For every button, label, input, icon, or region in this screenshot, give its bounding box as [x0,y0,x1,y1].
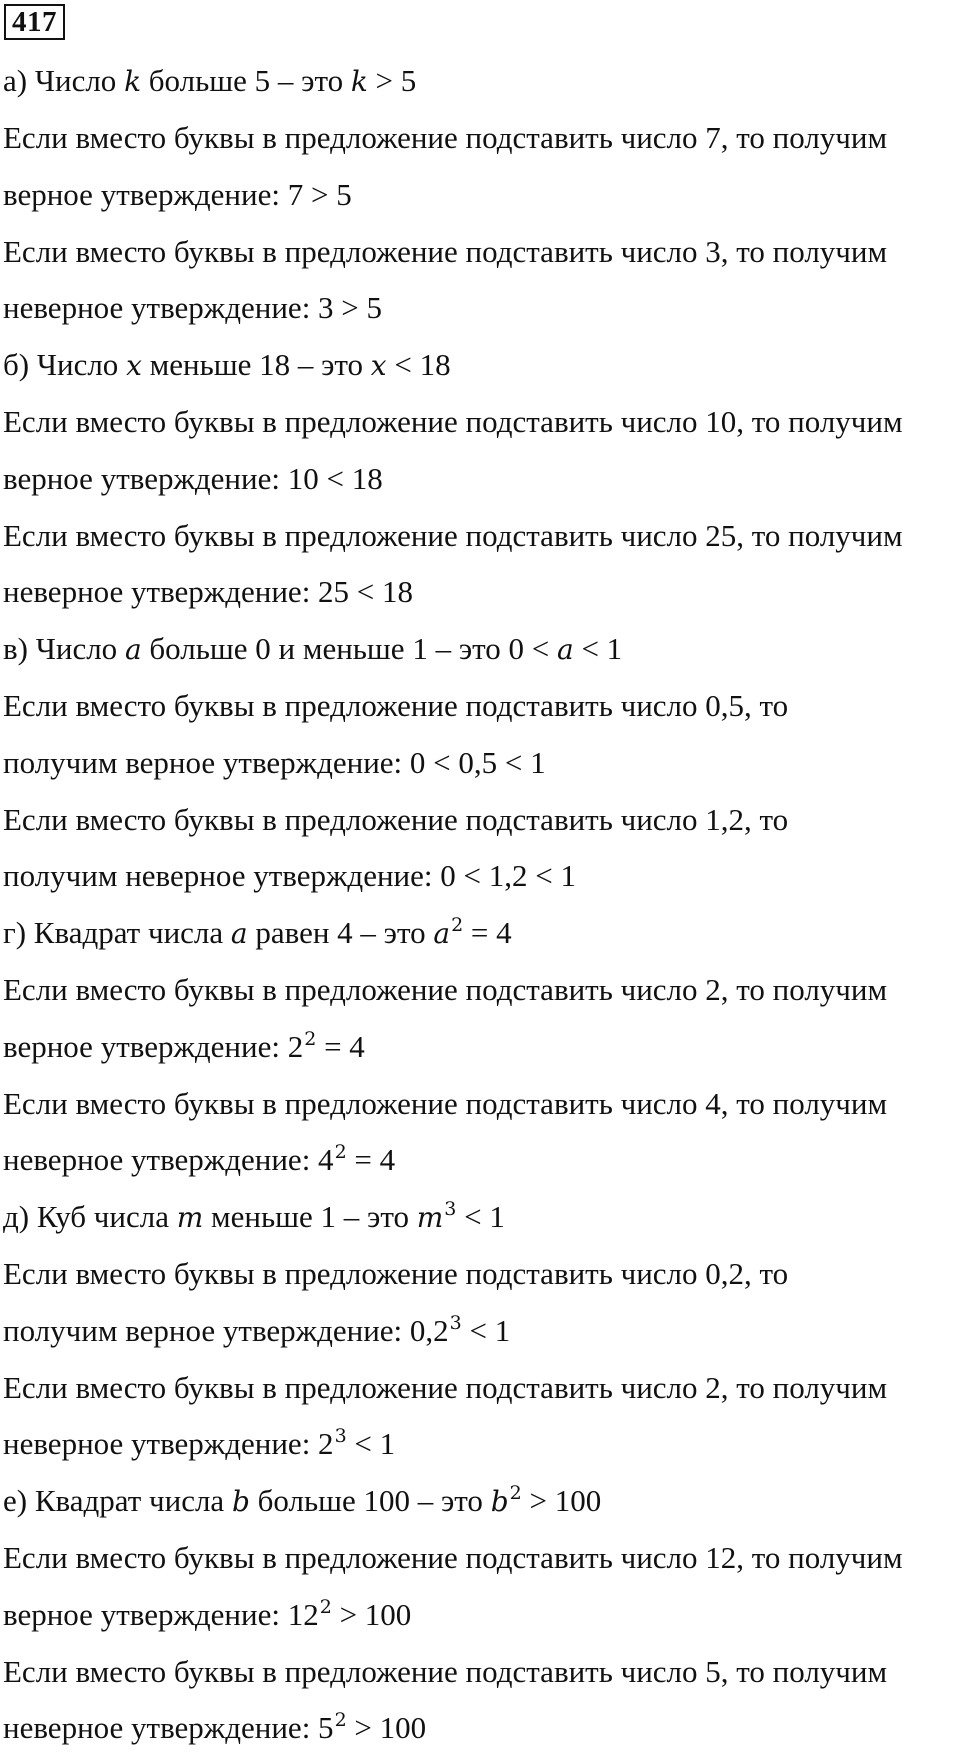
math-variable: a [557,633,574,666]
text-segment: равен 4 – это [247,915,434,950]
text-segment: неверное утверждение: 3 > 5 [3,290,383,325]
text-segment: неверное утверждение: 25 < 18 [3,574,414,609]
text-line [3,223,955,280]
text-line [3,52,955,109]
text-segment: < 1 [573,631,623,666]
text-line [3,1018,955,1075]
text-segment: > 100 [331,1597,412,1632]
text-segment: > 100 [346,1710,427,1745]
text-line [3,1643,955,1700]
text-line [3,1416,955,1472]
text-segment: е) Квадрат числа [3,1483,232,1518]
text-line [3,280,955,336]
text-line [3,166,955,223]
text-segment: < 1 [346,1426,396,1461]
text-segment: неверное утверждение: 5 [3,1710,334,1745]
text-segment: Если вместо буквы в предложение подставить число 1,2, то [3,802,789,837]
text-segment: Если вместо буквы в предложение подставить число 2, то получим [3,1370,888,1405]
text-segment: г) Квадрат числа [3,915,231,950]
text-line [3,1586,955,1643]
text-segment: верное утверждение: 10 < 18 [3,461,383,496]
text-segment: больше 100 – это [249,1483,491,1518]
math-variable: a [433,917,451,950]
text-segment: верное утверждение: 7 > 5 [3,177,352,212]
text-segment: меньше 1 – это [203,1199,417,1234]
text-line [3,1359,955,1416]
text-segment: Если вместо буквы в предложение подставить число 0,2, то [3,1256,789,1291]
text-line [3,961,955,1018]
text-segment: получим неверное утверждение: 0 < 1,2 < 1 [3,858,576,893]
text-segment: получим верное утверждение: 0,2 [3,1313,449,1348]
text-segment: верное утверждение: 2 [3,1029,304,1064]
text-line [3,734,955,791]
text-line [3,393,955,450]
text-segment: Если вместо буквы в предложение подставить число 0,5, то [3,688,789,723]
text-segment: < 1 [456,1199,505,1234]
text-line [3,1529,955,1586]
text-segment: Если вместо буквы в предложение подставить число 10, то получим [3,404,903,439]
text-line [3,791,955,848]
problem-number: 417 [4,4,65,40]
math-variable: k [350,65,368,98]
text-segment: неверное утверждение: 2 [3,1426,334,1461]
text-line [3,450,955,507]
math-variable: k [124,65,142,98]
text-segment: б) Число [3,347,127,382]
math-exponent: 3 [444,1198,457,1220]
math-exponent: 3 [449,1312,462,1334]
math-variable: a [124,633,142,666]
text-segment: = 4 [346,1142,396,1177]
text-line [3,1472,955,1529]
math-exponent: 2 [304,1028,317,1050]
text-line [3,1245,955,1302]
math-exponent: 2 [334,1141,347,1163]
text-segment: верное утверждение: 12 [3,1597,319,1632]
text-segment: больше 5 – это [141,63,351,98]
text-segment: Если вместо буквы в предложение подставить число 7, то получим [3,120,888,155]
text-line [3,109,955,166]
math-variable: b [490,1485,509,1518]
math-variable: m [416,1201,444,1234]
text-segment: меньше 18 – это [141,347,371,382]
text-segment: в) Число [3,631,125,666]
text-segment: Если вместо буквы в предложение подставить число 3, то получим [3,234,888,269]
text-line [3,1132,955,1188]
text-line [3,848,955,904]
math-variable: x [126,349,142,382]
text-segment: < 18 [386,347,451,382]
text-segment: Если вместо буквы в предложение подставить число 2, то получим [3,972,888,1007]
text-segment: Если вместо буквы в предложение подставить число 4, то получим [3,1086,888,1121]
text-segment: = 4 [316,1029,365,1064]
text-segment: д) Куб числа [3,1199,177,1234]
text-segment: Если вместо буквы в предложение подставить число 25, то получим [3,518,903,553]
math-exponent: 2 [319,1596,332,1618]
text-line [3,1700,955,1756]
text-segment: = 4 [463,915,512,950]
text-segment: > 5 [367,63,417,98]
text-segment: а) Число [3,63,125,98]
math-variable: b [231,1485,250,1518]
text-line [3,1075,955,1132]
text-line [3,1188,955,1245]
math-exponent: 2 [334,1709,347,1731]
text-line [3,564,955,620]
math-exponent: 3 [334,1425,347,1447]
math-exponent: 2 [451,914,464,936]
text-segment: получим верное утверждение: 0 < 0,5 < 1 [3,745,546,780]
math-exponent: 2 [509,1482,522,1504]
text-segment: < 1 [461,1313,511,1348]
math-variable: x [370,349,387,382]
solution-text [3,52,955,1756]
math-variable: m [176,1201,204,1234]
text-line [3,620,955,677]
text-segment: > 100 [521,1483,602,1518]
text-segment: Если вместо буквы в предложение подставить число 5, то получим [3,1654,888,1689]
text-line [3,507,955,564]
text-segment: больше 0 и меньше 1 – это 0 < [141,631,557,666]
text-segment: Если вместо буквы в предложение подставить число 12, то получим [3,1540,903,1575]
text-line [3,677,955,734]
math-variable: a [230,917,248,950]
text-line [3,904,955,961]
text-line [3,1302,955,1359]
text-segment: неверное утверждение: 4 [3,1142,334,1177]
text-line [3,336,955,393]
